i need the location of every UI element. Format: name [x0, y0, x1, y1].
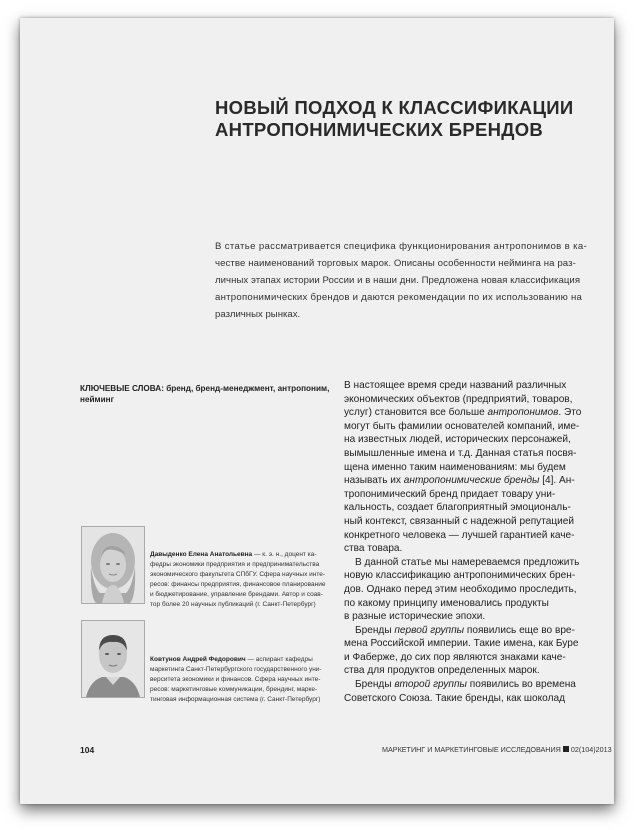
abstract-line: честве наименований торговых марок. Описаны особенности нейминга на раз-: [215, 258, 576, 269]
body-text-segment: услуг) становится все больше: [344, 407, 488, 419]
body-line: [344, 597, 594, 611]
body-line: [344, 678, 594, 692]
keywords-line: нейминг: [80, 395, 114, 404]
author-bio-line: — к. э. н., доцент ка-: [252, 551, 317, 558]
body-line: [344, 420, 594, 434]
body-line: [344, 515, 594, 529]
title-line-1: НОВЫЙ ПОДХОД К КЛАССИФИКАЦИИ: [215, 97, 574, 118]
body-text-segment: кальность, создает благоприятный эмоциональ-: [344, 502, 571, 514]
body-text-segment: щена именно таким наименованиям: мы будем: [344, 461, 566, 473]
abstract-line: различных рынках.: [215, 309, 301, 320]
body-text-segment: Бренды: [355, 679, 395, 691]
body-line: [344, 569, 594, 583]
portrait-image: [82, 527, 144, 603]
body-text-segment: тропонимический бренд придает товару уни-: [344, 488, 556, 500]
body-line: [344, 610, 594, 624]
author-bio-line: и бюджетирование, управление брендами. Автор и соав-: [150, 591, 323, 598]
emphasis-term: первой группы: [394, 624, 465, 636]
author-bio-line: маркетинга Санкт-Петербургского государственного уни-: [150, 666, 322, 673]
emphasis-term: антропонимические бренды: [403, 475, 540, 487]
page-number: 104: [80, 745, 95, 755]
author-bio-line: тор более 20 научных публикаций (г. Санкт-Петербург): [150, 601, 316, 608]
body-text-segment: ства товара.: [344, 543, 403, 555]
author-bio-line: федры экономики предприятия и предпринимательства: [150, 561, 320, 568]
body-text-segment: на известных людей, исторических персонажей,: [344, 434, 571, 446]
body-line: [344, 447, 594, 461]
body-text-segment: мена Российской империи. Такие имена, как Буре: [344, 638, 579, 650]
body-text-segment: в разные исторические эпохи.: [344, 611, 486, 623]
body-line: [344, 692, 594, 706]
author-photo-2: [81, 620, 145, 698]
body-text-segment: экономических объектов (предприятий, товаров,: [344, 393, 573, 405]
body-text-segment: называть их: [344, 475, 404, 487]
body-line: [344, 556, 594, 570]
article-body: [344, 379, 594, 705]
body-line: [344, 488, 594, 502]
emphasis-term: антропонимов: [487, 407, 559, 419]
body-text-segment: и Фаберже, до сих пор являются знаками каче-: [344, 651, 566, 663]
body-line: [344, 583, 594, 597]
author-bio-line: верситета экономики и финансов. Сфера научных инте-: [150, 676, 321, 683]
body-text-segment: появились во времена: [466, 679, 576, 691]
author-bio-line: ресов: маркетинговые коммуникации, брендинг, марке-: [150, 686, 318, 693]
body-text-segment: Бренды: [355, 624, 395, 636]
body-text-segment: [4]. Ан-: [539, 475, 575, 487]
body-text-segment: конкретного человека — лучшей гарантией каче-: [344, 529, 575, 541]
body-line: [344, 461, 594, 475]
body-text-segment: Советского Союза. Такие бренды, как шоколад: [344, 692, 565, 704]
body-text-segment: ный контекст, связанный с надежной репутацией: [344, 515, 574, 527]
article-title: [215, 97, 575, 141]
keywords: [80, 383, 330, 405]
body-text-segment: могут быть фамилии основателей компаний, име-: [344, 420, 580, 432]
square-bullet-icon: [563, 746, 569, 752]
title-line-2: АНТРОПОНИМИЧЕСКИХ БРЕНДОВ: [215, 119, 544, 140]
body-line: [344, 474, 594, 488]
journal-name: МАРКЕТИНГ И МАРКЕТИНГОВЫЕ ИССЛЕДОВАНИЯ: [382, 745, 561, 754]
author-bio-line: ресов: финансы предприятия, финансовое планирование: [150, 581, 326, 588]
body-line: [344, 406, 594, 420]
body-text-segment: новую классификацию антропонимических брен-: [344, 570, 576, 582]
author-bio-line: тинговая информационная система (г. Санкт-Петербург): [150, 696, 321, 703]
issue-number: 02(104)2013: [570, 745, 612, 754]
body-line: [344, 529, 594, 543]
abstract-line: В статье рассматривается специфика функционирования антропонимов в ка-: [215, 241, 588, 252]
body-text-segment: В данной статье мы намереваемся предложить: [355, 556, 580, 568]
abstract-line: антропонимических брендов и даются рекомендации по их использованию на: [215, 292, 583, 303]
body-line: [344, 542, 594, 556]
body-line: [344, 501, 594, 515]
author-name-2: Ковтунов Андрей Федорович: [150, 656, 246, 663]
running-footer: [382, 745, 612, 754]
body-line: [344, 624, 594, 638]
body-line: [344, 433, 594, 447]
body-text-segment: В настоящее время среди названий различных: [344, 380, 567, 391]
author-bio-2: [150, 655, 330, 705]
body-text-segment: появились еще во вре-: [464, 624, 575, 636]
emphasis-term: второй группы: [394, 679, 467, 691]
body-text-segment: дов. Однако перед этим необходимо проследить,: [344, 583, 577, 595]
body-line: [344, 637, 594, 651]
body-text-segment: вымышленные имена и т.д. Данная статья посвя-: [344, 447, 577, 459]
author-name-1: Давыденко Елена Анатольевна: [150, 551, 253, 558]
body-line: [344, 379, 594, 393]
author-bio-line: экономического факультета СПбГУ. Сфера научных инте-: [150, 571, 326, 578]
author-bio-1: [150, 550, 330, 610]
body-text-segment: . Это: [558, 407, 582, 419]
body-line: [344, 393, 594, 407]
body-line: [344, 651, 594, 665]
body-text-segment: ства для продуктов определенных марок.: [344, 665, 540, 677]
abstract: [215, 238, 588, 323]
keywords-line: КЛЮЧЕВЫЕ СЛОВА: бренд, бренд-менеджмент, антропоним,: [80, 384, 330, 393]
body-text-segment: по какому принципу именовались продукты: [344, 597, 549, 609]
author-photo-1: [81, 526, 145, 604]
abstract-line: личных этапах истории России и в наши дни. Предложена новая классификация: [215, 275, 581, 286]
portrait-image: [82, 621, 144, 697]
body-line: [344, 664, 594, 678]
author-bio-line: — аспирант кафедры: [245, 656, 313, 663]
